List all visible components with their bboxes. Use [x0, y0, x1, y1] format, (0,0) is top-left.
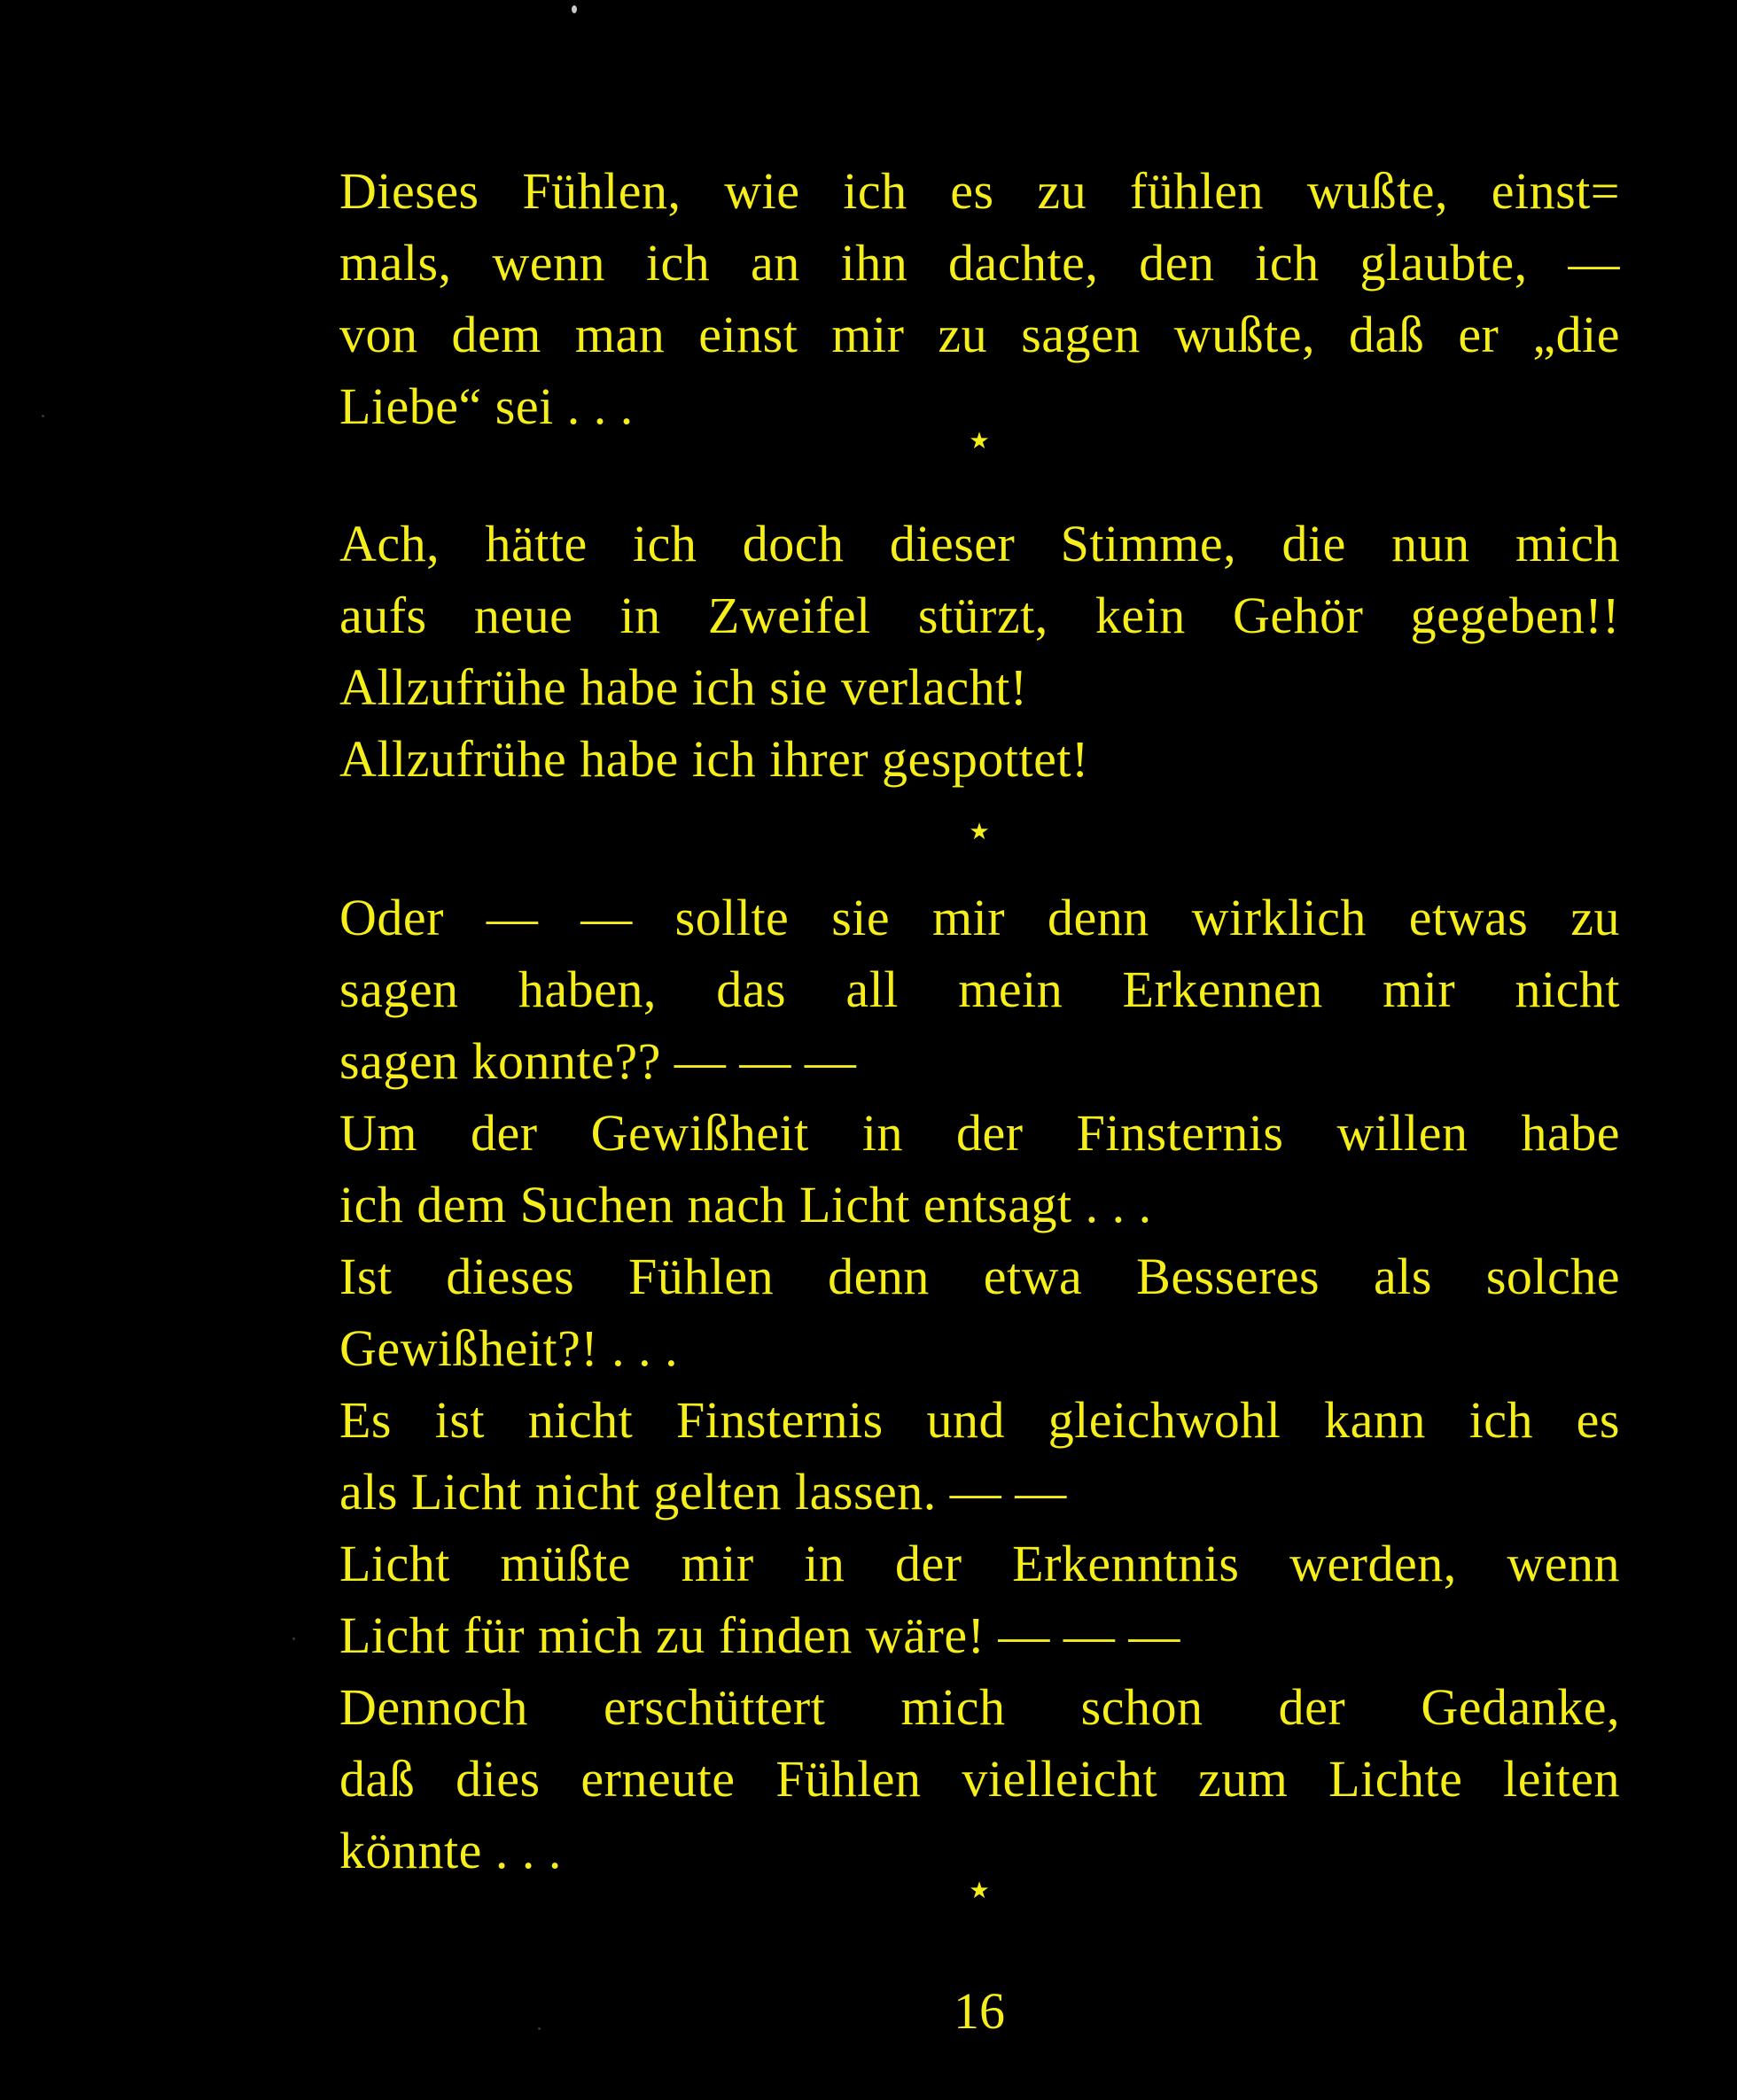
text-line: von dem man einst mir zu sagen wußte, daß er „die [339, 306, 1620, 363]
text-line: Oder — — sollte sie mir denn wirklich etwas zu [339, 889, 1620, 946]
text-line: Allzufrühe habe ich ihrer gespottet! [339, 730, 1089, 788]
text-line: Liebe“ sei . . . [339, 377, 634, 435]
text-line: mals, wenn ich an ihn dachte, den ich glaubte, — [339, 234, 1620, 292]
text-line: Allzufrühe habe ich sie verlacht! [339, 658, 1028, 716]
scan-speck [538, 2027, 541, 2030]
text-line: Gewißheit?! . . . [339, 1319, 679, 1377]
text-line: ich dem Suchen nach Licht entsagt . . . [339, 1176, 1152, 1233]
text-line: aufs neue in Zweifel stürzt, kein Gehör gegeben!! [339, 587, 1620, 644]
text-line: sagen konnte?? — — — [339, 1032, 857, 1090]
text-line: könnte . . . [339, 1822, 562, 1879]
section-separator-star: ★ [969, 1878, 990, 1904]
paragraph-2 [339, 508, 1620, 795]
text-line: Licht für mich zu finden wäre! — — — [339, 1606, 1180, 1664]
paragraph-3 [339, 882, 1620, 1886]
page-number: 16 [954, 1982, 1005, 2040]
scan-speck [292, 1637, 295, 1640]
paragraph-1 [339, 155, 1620, 442]
text-line: Dieses Fühlen, wie ich es zu fühlen wußte, einst= [339, 162, 1620, 220]
section-separator-star: ★ [969, 428, 990, 455]
section-separator-star: ★ [969, 819, 990, 845]
text-line: Um der Gewißheit in der Finsternis willen habe [339, 1104, 1620, 1162]
text-line: als Licht nicht gelten lassen. — — [339, 1463, 1067, 1521]
text-line: daß dies erneute Fühlen vielleicht zum Lichte leiten [339, 1750, 1620, 1808]
text-line: Dennoch erschüttert mich schon der Gedanke, [339, 1678, 1620, 1736]
scan-speck [572, 5, 577, 13]
text-line: Ach, hätte ich doch dieser Stimme, die nun mich [339, 515, 1620, 572]
text-line: Es ist nicht Finsternis und gleichwohl kann ich es [339, 1391, 1620, 1449]
text-line: sagen haben, das all mein Erkennen mir nicht [339, 961, 1620, 1018]
text-line: Ist dieses Fühlen denn etwa Besseres als solche [339, 1248, 1620, 1305]
scan-speck [42, 415, 44, 417]
text-line: Licht müßte mir in der Erkenntnis werden, wenn [339, 1535, 1620, 1592]
